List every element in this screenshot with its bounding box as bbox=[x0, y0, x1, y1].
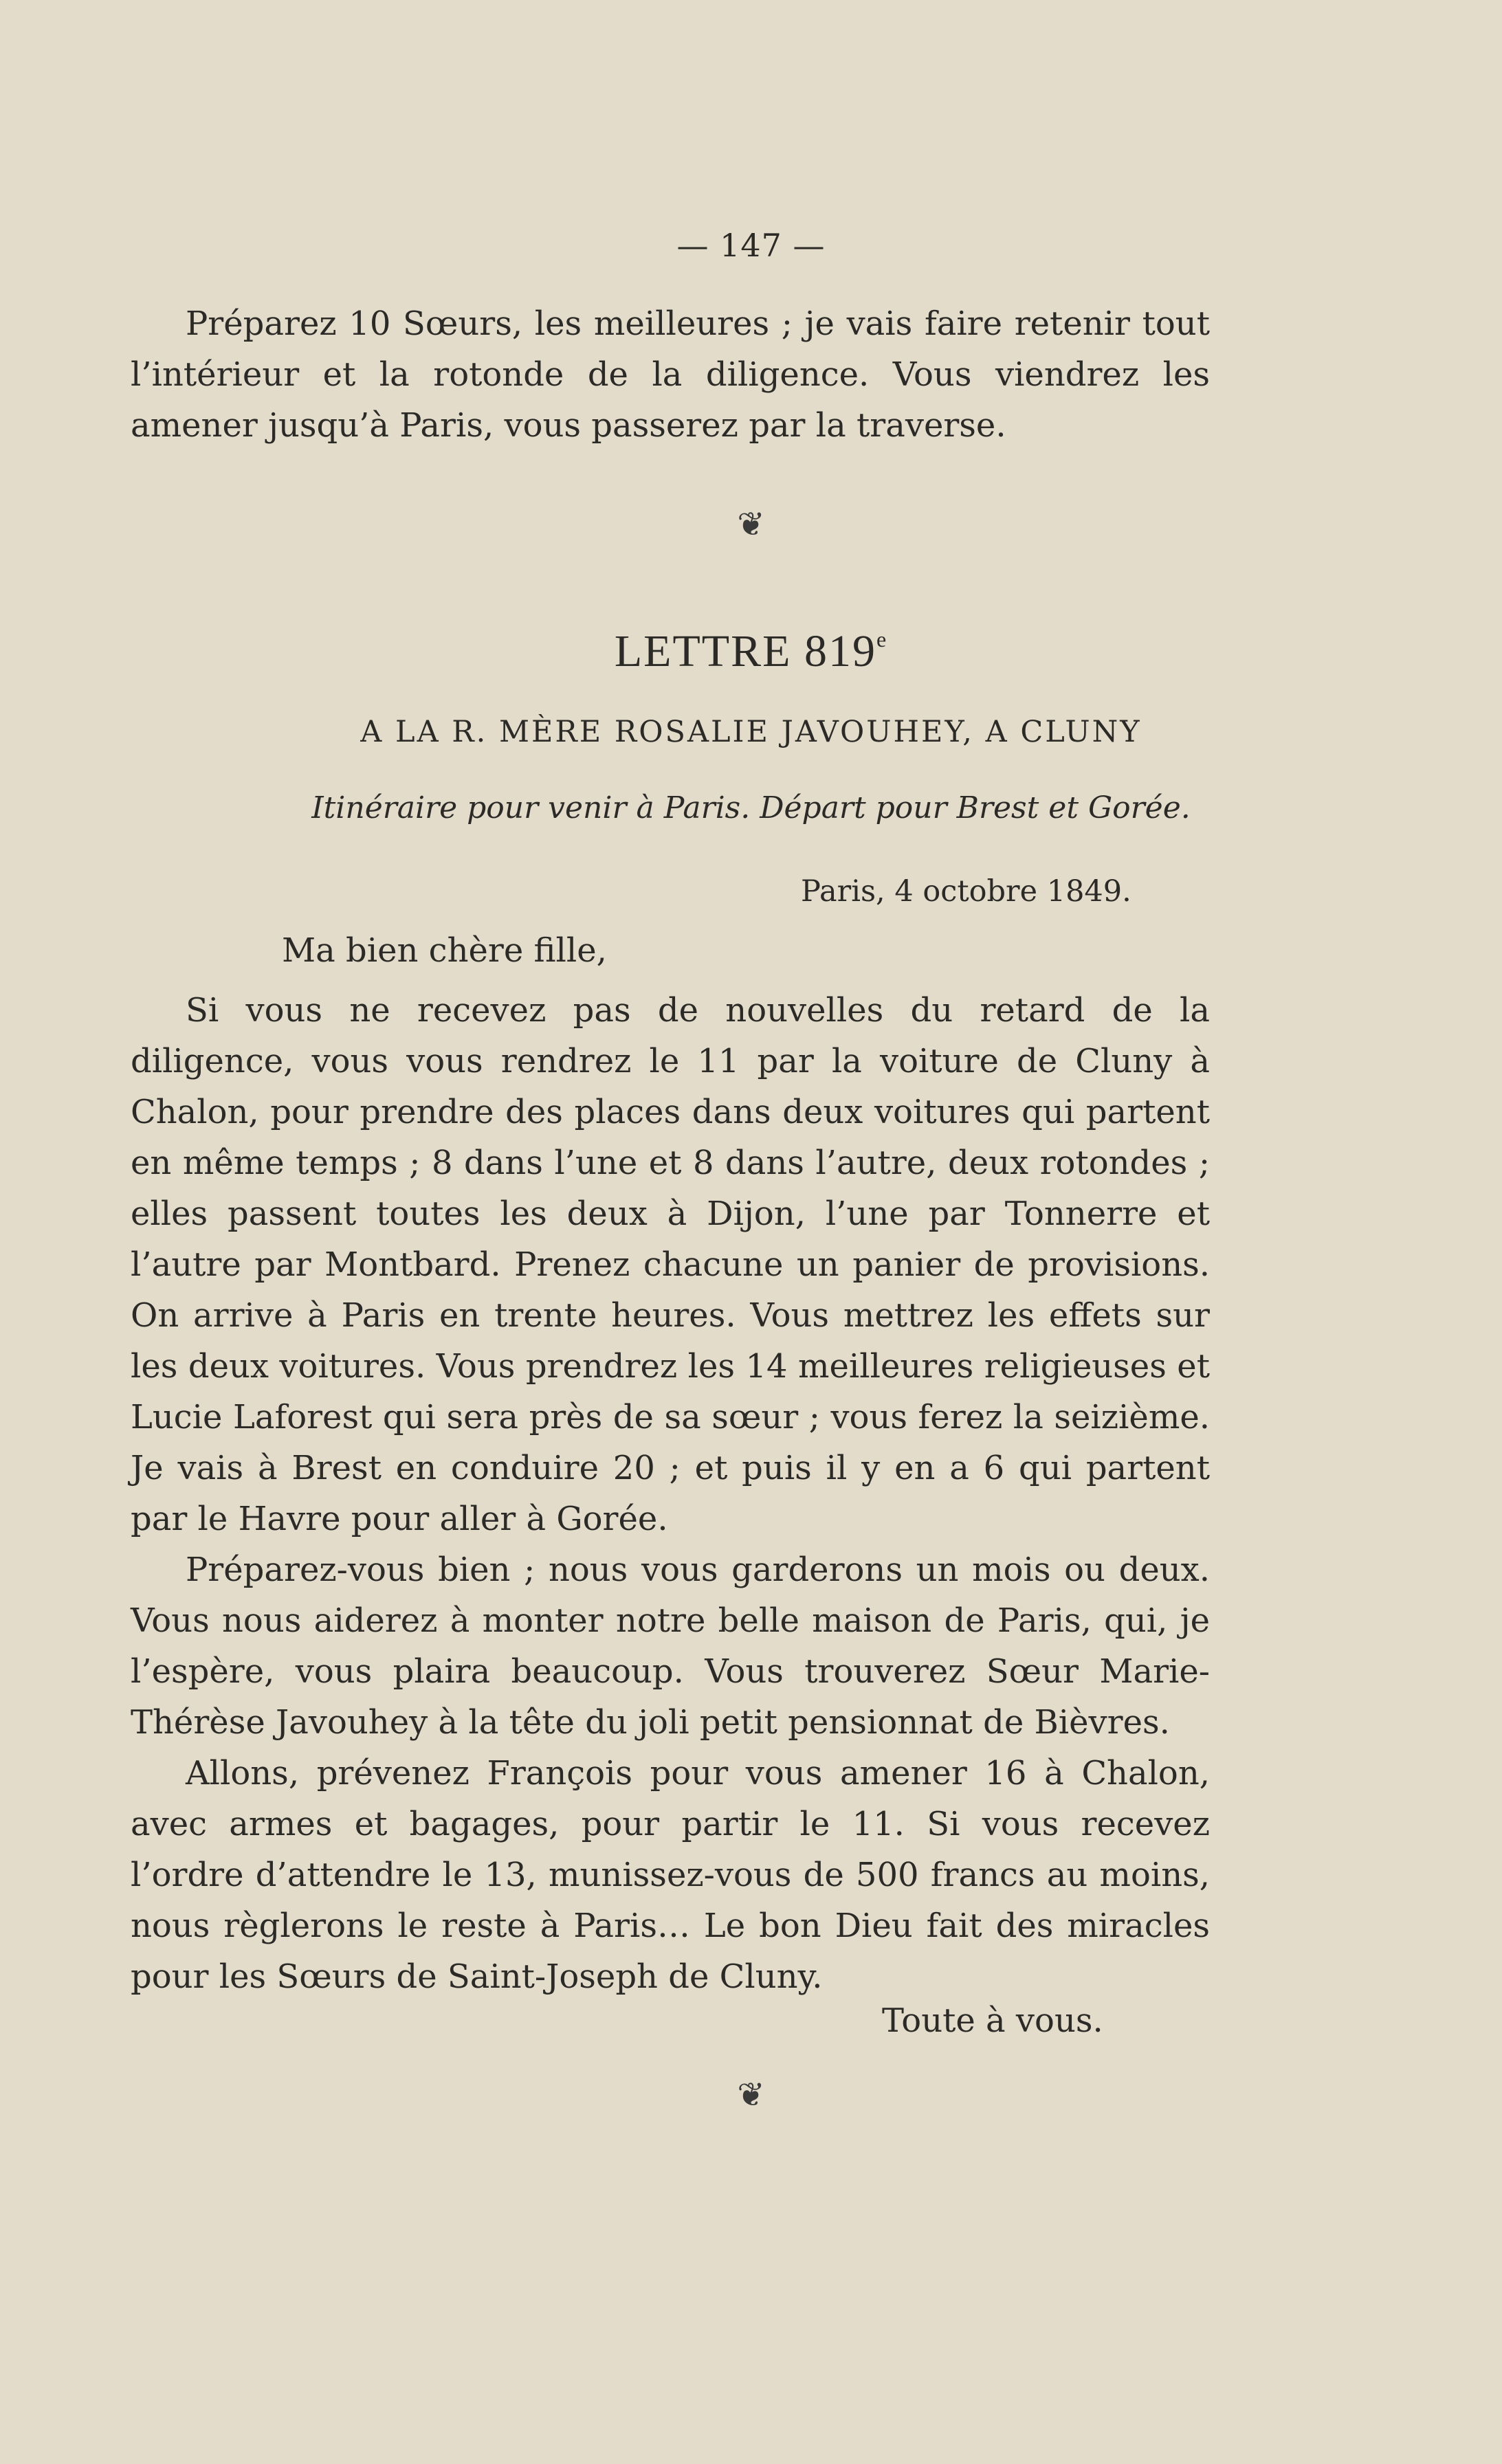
letter-title-suffix: e bbox=[876, 627, 888, 652]
fleuron-ornament-icon: ❦ bbox=[737, 2076, 765, 2114]
letter-dateline: Paris, 4 octobre 1849. bbox=[801, 874, 1131, 909]
letter-addressee: A LA R. MÈRE ROSALIE JAVOUHEY, A CLUNY bbox=[360, 715, 1142, 749]
letter-title bbox=[0, 625, 1502, 678]
letter-closing: Toute à vous. bbox=[882, 2001, 1103, 2040]
letter-paragraph: Allons, prévenez François pour vous amener 16 à Chalon, avec armes et bagages, pour partir le 11. Si vous recevez l’ordre d’attendre le 13, munissez-vous de 500 francs au moins, nous règlerons le reste à Paris… Le bon Dieu fait des miracles pour les Sœurs de Saint-Joseph de Cluny. bbox=[131, 1754, 1210, 1996]
letter-summary: Itinéraire pour venir à Paris. Départ pour Brest et Gorée. bbox=[311, 790, 1191, 825]
intro-paragraph: Préparez 10 Sœurs, les meilleures ; je vais faire retenir tout l’intérieur et la rotonde de la diligence. Vous viendrez les amener jusqu’à Paris, vous passerez par la traverse. bbox=[131, 304, 1210, 445]
page-number: — 147 — bbox=[676, 227, 826, 264]
letter-body bbox=[131, 985, 1210, 2002]
letter-paragraph: Si vous ne recevez pas de nouvelles du retard de la diligence, vous vous rendrez le 11 par la voiture de Cluny à Chalon, pour prendre des places dans deux voitures qui partent en même temps ; 8 dans l’une et 8 dans l’autre, deux rotondes ; elles passent toutes les deux à Dijon, l’une par Tonnerre et l’autre par Montbard. Prenez chacune un panier de provisions. On arrive à Paris en trente heures. Vous mettrez les effets sur les deux voitures. Vous prendrez les 14 meilleures religieuses et Lucie Laforest qui sera près de sa sœur ; vous ferez la seizième. Je vais à Brest en conduire 20 ; et puis il y en a 6 qui partent par le Havre pour aller à Gorée. bbox=[131, 991, 1210, 1538]
letter-paragraph: Préparez-vous bien ; nous vous garderons un mois ou deux. Vous nous aiderez à monter notre belle maison de Paris, qui, je l’espère, vous plaira beaucoup. Vous trouverez Sœur Marie-Thérèse Javouhey à la tête du joli petit pensionnat de Bièvres. bbox=[131, 1551, 1210, 1742]
intro-text bbox=[131, 298, 1210, 451]
letter-title-text: LETTRE 819 bbox=[614, 626, 876, 676]
fleuron-ornament-icon: ❦ bbox=[737, 505, 765, 544]
letter-salutation: Ma bien chère fille, bbox=[282, 931, 607, 970]
